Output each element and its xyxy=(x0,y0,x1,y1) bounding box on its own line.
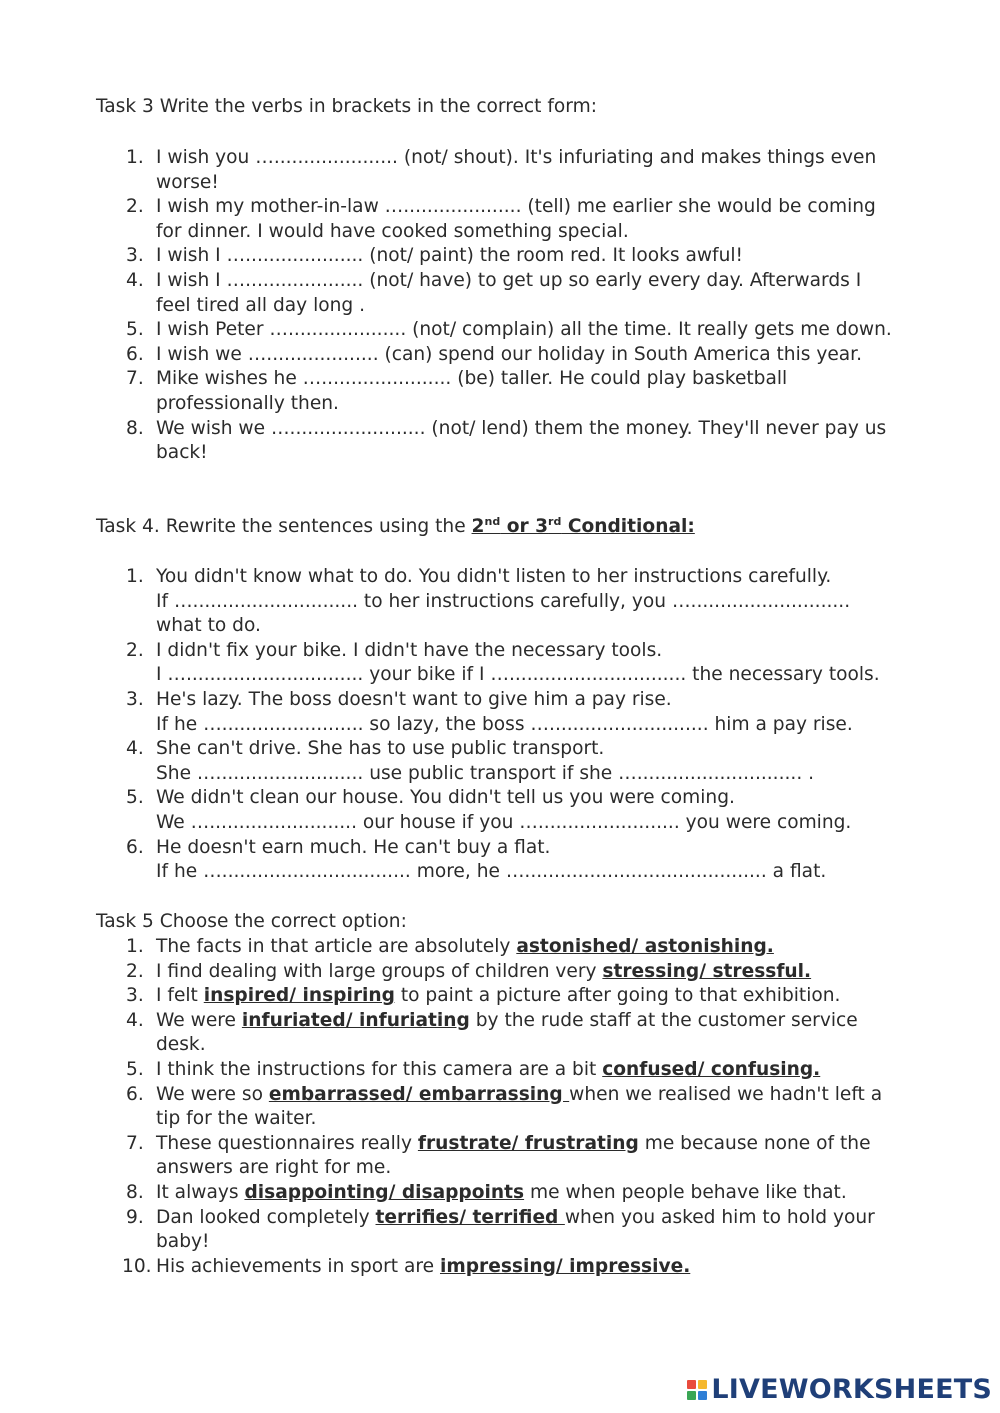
item-number: 5. xyxy=(126,319,144,341)
item-text-before: We were xyxy=(156,1009,242,1031)
task4-title-or: or 3 xyxy=(500,516,549,537)
task3-item xyxy=(126,367,896,416)
task3-item xyxy=(126,417,896,466)
item-number: 5. xyxy=(126,1058,144,1080)
task5-item xyxy=(126,1132,896,1181)
item-text-before: I find dealing with large groups of children very xyxy=(156,960,603,982)
item-number: 8. xyxy=(126,417,144,439)
task4-item xyxy=(126,786,896,835)
item-question: I didn't fix your bike. I didn't have the necessary tools. xyxy=(156,639,663,661)
item-text-before: I felt xyxy=(156,985,204,1007)
option-choice[interactable]: astonished/ astonishing. xyxy=(516,936,774,957)
task4-title-nd: nd xyxy=(484,514,501,528)
item-text: Mike wishes he …...................... (be) taller. He could play basketball professionally then. xyxy=(156,368,788,414)
option-choice[interactable]: embarrassed/ embarrassing xyxy=(268,1083,570,1105)
task4-item xyxy=(126,688,896,737)
item-number: 4. xyxy=(126,1009,144,1031)
item-text-before: We were so xyxy=(156,1083,269,1105)
item-question: You didn't know what to do. You didn't listen to her instructions carefully. xyxy=(156,566,832,587)
task5-item xyxy=(122,1255,896,1280)
item-number: 5. xyxy=(126,787,144,809)
item-question: He doesn't earn much. He can't buy a flat. xyxy=(156,836,551,858)
item-number: 7. xyxy=(126,368,144,390)
task5-list xyxy=(122,935,896,1279)
task4-item xyxy=(126,836,896,885)
item-number: 6. xyxy=(126,1083,144,1105)
logo-square xyxy=(687,1391,696,1400)
item-question: We didn't clean our house. You didn't tell us you were coming. xyxy=(156,787,735,809)
logo-square xyxy=(687,1380,696,1389)
item-number: 4. xyxy=(126,738,144,760)
item-number: 1. xyxy=(126,566,144,587)
item-text-before: I think the instructions for this camera are a bit xyxy=(156,1058,603,1080)
option-choice[interactable]: inspired/ inspiring xyxy=(203,985,395,1007)
task5-item xyxy=(126,1083,896,1132)
option-choice[interactable]: terrifies/ terrified xyxy=(375,1206,565,1228)
item-text-before: His achievements in sport are xyxy=(156,1255,440,1277)
item-number: 2. xyxy=(126,196,144,218)
item-number: 3. xyxy=(126,245,144,267)
task4-title xyxy=(96,515,695,540)
task5-item xyxy=(126,1181,896,1206)
item-number: 1. xyxy=(126,147,144,168)
task4-item xyxy=(126,565,896,639)
item-text: I wish I ….................... (not/ paint) the room red. It looks awful! xyxy=(156,245,743,267)
option-choice[interactable]: stressing/ stressful. xyxy=(602,960,812,982)
item-answer-line: If he …................................ more, he …......................................... a flat. xyxy=(156,861,827,883)
item-text: I wish my mother-in-law ….................... (tell) me earlier she would be coming for dinner. I would have cooked something special. xyxy=(156,196,876,242)
item-number: 9. xyxy=(126,1206,144,1228)
option-choice[interactable]: frustrate/ frustrating xyxy=(417,1132,639,1154)
task3-item xyxy=(126,195,896,244)
item-text-after: when you asked him to hold your baby! xyxy=(156,1206,875,1253)
item-number: 10. xyxy=(122,1255,152,1277)
brand-name: LIVEWORKSHEETS xyxy=(711,1373,992,1405)
item-number: 1. xyxy=(126,936,144,957)
task5-item xyxy=(126,1009,896,1058)
liveworksheets-logo xyxy=(687,1373,992,1407)
item-text-after: when we realised we hadn't left a tip for the waiter. xyxy=(156,1083,883,1130)
item-number: 2. xyxy=(126,639,144,661)
item-text: I wish I ….................... (not/ have) to get up so early every day. Afterwards I feel tired all day long . xyxy=(156,269,862,316)
item-text-after: me when people behave like that. xyxy=(524,1181,847,1203)
task3-item xyxy=(126,318,896,343)
item-text-before: The facts in that article are absolutely xyxy=(156,936,517,957)
task3-item xyxy=(126,269,896,318)
logo-grid-icon xyxy=(687,1380,707,1400)
task4-item xyxy=(126,639,896,688)
item-number: 6. xyxy=(126,343,144,365)
item-answer-line: I ….............................. your bike if I ….............................. the necessary tools. xyxy=(156,664,880,686)
item-answer-line: If …............................ to her instructions carefully, you …........................... what to do. xyxy=(156,590,851,637)
option-choice[interactable]: disappointing/ disappoints xyxy=(244,1181,525,1203)
item-number: 8. xyxy=(126,1181,144,1203)
task3-item xyxy=(126,343,896,368)
item-text: I wish Peter ….................... (not/ complain) all the time. It really gets me down. xyxy=(156,319,892,341)
item-number: 3. xyxy=(126,985,144,1007)
task4-list xyxy=(126,565,896,885)
item-answer-line: If he …........................ so lazy, the boss …........................... him a pay rise. xyxy=(156,713,853,735)
task5-item xyxy=(126,1058,896,1083)
task5-item xyxy=(126,960,896,985)
task4-title-cond: Conditional: xyxy=(561,516,695,537)
task4-title-2: 2 xyxy=(471,516,485,537)
item-text-after: me because none of the answers are right for me. xyxy=(156,1132,871,1179)
task5-item xyxy=(126,1206,896,1255)
item-number: 4. xyxy=(126,269,144,291)
item-question: He's lazy. The boss doesn't want to give him a pay rise. xyxy=(156,688,672,710)
item-text-before: It always xyxy=(156,1181,245,1203)
item-answer-line: She …......................... use public transport if she …............................ . xyxy=(156,762,815,784)
item-number: 6. xyxy=(126,836,144,858)
task3-list xyxy=(126,146,896,466)
item-question: She can't drive. She has to use public transport. xyxy=(156,738,605,760)
task4-title-text: Task 4. Rewrite the sentences using the xyxy=(96,516,472,537)
item-text-after: by the rude staff at the customer service desk. xyxy=(156,1009,858,1056)
option-choice[interactable]: infuriated/ infuriating xyxy=(241,1009,470,1031)
item-number: 2. xyxy=(126,960,144,982)
task4-title-rd: rd xyxy=(548,514,562,528)
option-choice[interactable]: confused/ confusing. xyxy=(602,1058,821,1080)
task5-item xyxy=(126,984,896,1009)
item-number: 7. xyxy=(126,1132,144,1154)
logo-square xyxy=(698,1391,707,1400)
item-text: We wish we …....................... (not/ lend) them the money. They'll never pay us back! xyxy=(156,417,887,464)
logo-square xyxy=(698,1380,707,1389)
task3-item xyxy=(126,146,896,195)
item-text-before: Dan looked completely xyxy=(156,1206,376,1228)
task4-item xyxy=(126,737,896,786)
item-text: I wish you …..................... (not/ shout). It's infuriating and makes things even worse! xyxy=(156,147,877,193)
item-text-after: to paint a picture after going to that exhibition. xyxy=(394,985,841,1007)
item-text-before: These questionnaires really xyxy=(156,1132,418,1154)
task3-item xyxy=(126,244,896,269)
item-answer-line: We …......................... our house if you …........................ you were coming. xyxy=(156,811,852,833)
option-choice[interactable]: impressing/ impressive. xyxy=(439,1255,691,1277)
task3-title: Task 3 Write the verbs in brackets in the correct form: xyxy=(96,96,597,117)
item-text: I wish we …................... (can) spend our holiday in South America this year. xyxy=(156,343,863,365)
item-number: 3. xyxy=(126,688,144,710)
task5-item xyxy=(126,935,896,960)
task4-title-conditional xyxy=(472,516,695,537)
task5-title: Task 5 Choose the correct option: xyxy=(96,911,407,932)
